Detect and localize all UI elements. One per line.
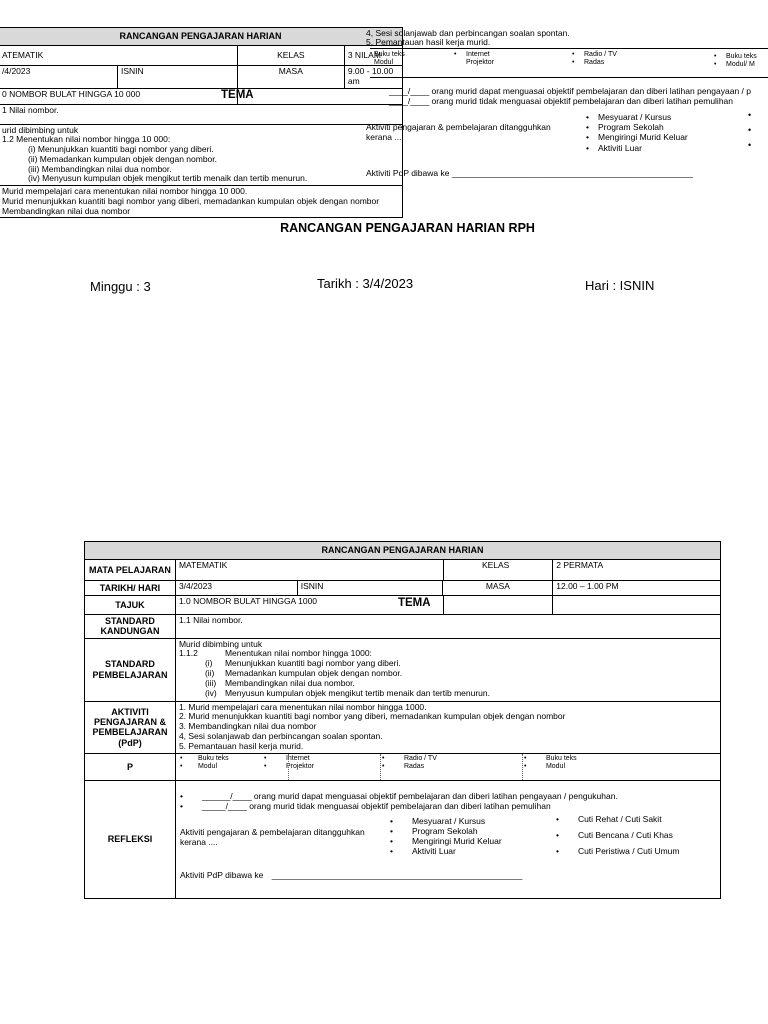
sp-item-num: (iv) — [204, 687, 217, 698]
aktiviti-line: 2. Murid menunjukkan kuantiti bagi nombor yang diberi, memadankan kumpulan objek dengan nombor — [178, 711, 566, 722]
top-sp — [0, 124, 403, 186]
bbm-item: Buku teks — [545, 754, 577, 762]
main-rph-table — [84, 541, 721, 899]
masa-label: MASA — [443, 581, 553, 596]
top-masa-value: 9.00 - 10.00 am — [344, 66, 402, 89]
bbm-item: Modul — [545, 763, 566, 771]
tema-label: TEMA — [397, 597, 431, 609]
top-day: ISNIN — [118, 66, 238, 89]
reason-item: Aktiviti Luar — [411, 846, 456, 857]
aktiviti-line: 5. Pemantauan hasil kerja murid. — [178, 740, 304, 751]
top-aktiviti-line: Murid mempelajari cara menentukan nilai nombor hingga 10 000. — [2, 186, 248, 197]
dibawa-line: _____________________________________________________ — [271, 869, 523, 880]
main-table-header: RANCANGAN PENGAJARAN HARIAN — [85, 542, 721, 560]
top-subject: ATEMATIK — [0, 46, 237, 66]
top-tema: TEMA — [221, 88, 254, 101]
top-bbm-item: Modul — [374, 59, 394, 67]
tema-value — [553, 596, 721, 615]
top-bbm-item: Projektor — [466, 59, 495, 67]
top-sp-line: (ii) Memadankan kumpulan objek dengan nombor. — [28, 153, 218, 164]
sp-item: Menunjukkan kuantiti bagi nombor yang diberi. — [224, 658, 401, 669]
sp-head-num: 1.1.2 — [178, 648, 198, 659]
page-title: RANCANGAN PENGAJARAN HARIAN RPH — [280, 221, 535, 235]
cuti-item: Cuti Bencana / Cuti Khas — [577, 829, 673, 840]
kandungan-value: 1.1 Nilai nombor. — [175, 615, 720, 639]
subject-value: MATEMATIK — [178, 560, 228, 570]
sp-item: Memadankan kumpulan objek dengan nombor. — [224, 667, 403, 678]
bbm-item: Internet — [285, 754, 310, 762]
top-tema-value — [237, 88, 402, 104]
sp-item: Membandingkan nilai dua nombor. — [224, 677, 355, 688]
top-date: /4/2023 — [0, 66, 118, 89]
top-bbm-item: Radio / TV — [584, 51, 617, 58]
top-aktiviti — [0, 186, 403, 218]
dibawa-label: Aktiviti PdP dibawa ke — [179, 869, 264, 880]
reason-item: Program Sekolah — [411, 825, 478, 836]
top-cuti-bullets: • • • — [748, 110, 752, 150]
aktiviti-line: 3. Membandingkan nilai dua nombor — [178, 721, 317, 732]
label-p: P — [85, 753, 176, 780]
cuti-item: Cuti Rehat / Cuti Sakit — [577, 813, 662, 824]
top-tangguh: Aktiviti pengajaran & pembelajaran ditangguhkan kerana .... — [366, 122, 551, 143]
top-tajuk — [0, 88, 254, 104]
top-reasons: • Mesyuarat / Kursus • Program Sekolah • Mengiringi Murid Keluar • Aktiviti Luar — [586, 112, 688, 153]
tarikh-label: Tarikh : 3/4/2023 — [317, 276, 414, 291]
bbm-item: Radas — [403, 763, 425, 771]
bbm-item: Projektor — [285, 763, 314, 771]
subject-cell — [175, 560, 552, 581]
top-bbm-item: Radas — [584, 59, 605, 67]
kelas-value: 2 PERMATA — [553, 560, 721, 581]
top-sp-line: 1.2 Menentukan nilai nombor hingga 10 000: — [2, 134, 171, 145]
sp-item: Menyusun kumpulan objek mengikut tertib menaik dan tertib menurun. — [224, 687, 490, 698]
top-sp-line: (iv) Menyusun kumpulan objek mengikut tertib menaik dan tertib menurun. — [28, 173, 308, 184]
label-tarikh-hari: TARIKH/ HARI — [85, 581, 176, 596]
sp-item-num: (ii) — [204, 667, 215, 678]
day-value: ISNIN — [297, 581, 443, 596]
top-kandungan: 1 Nilai nombor. — [0, 104, 403, 124]
top-reason: Mengiringi Murid Keluar — [598, 132, 688, 143]
minggu-label: Minggu : 3 — [90, 279, 151, 294]
sp-intro: Murid dibimbing untuk — [178, 638, 263, 649]
top-rph-table — [0, 27, 403, 218]
label-aktiviti: AKTIVITI PENGAJARAN & PEMBELAJARAN (PdP) — [85, 701, 176, 753]
top-refleksi-2: ____/____ orang murid tidak menguasai objektif pembelajaran dan diberi latihan pemulihan — [389, 96, 734, 107]
top-bbm-item: Buku teks — [726, 53, 757, 60]
masa-value: 12.00 – 1.00 PM — [553, 581, 721, 596]
top-kelas-value: 3 NILAM — [344, 46, 402, 66]
reason-item: Mengiringi Murid Keluar — [411, 836, 502, 847]
reasons-list: • Mesyuarat / Kursus • Program Sekolah • Mengiringi Murid Keluar • Aktiviti Luar — [389, 815, 502, 857]
top-reason: Mesyuarat / Kursus — [598, 112, 672, 122]
top-reason: Aktiviti Luar — [598, 142, 642, 153]
bbm-item: Buku teks — [197, 754, 229, 762]
dibawa-row — [180, 871, 522, 881]
top-bbm-item: Buku teks — [374, 51, 405, 58]
bbm-item: Radio / TV — [403, 754, 437, 762]
tangguh-text: Aktiviti pengajaran & pembelajaran ditangguhkan kerana .... — [179, 826, 365, 847]
hari-label: Hari : ISNIN — [585, 278, 655, 293]
top-aktiviti-line: Murid menunjukkan kuantiti bagi nombor yang diberi, memadankan kumpulan objek dengan nombor — [2, 195, 380, 206]
label-standard-pembelajaran: STANDARD PEMBELAJARAN — [85, 638, 176, 701]
top-tajuk-text: 0 NOMBOR BULAT HINGGA 10 000 — [2, 88, 141, 99]
top-sp-line: urid dibimbing untuk — [2, 124, 79, 135]
top-kelas-label: KELAS — [237, 46, 344, 66]
tajuk-cell — [175, 596, 552, 615]
sp-head: Menentukan nilai nombor hingga 1000: — [224, 648, 372, 659]
cuti-item: Cuti Peristiwa / Cuti Umum — [577, 845, 680, 856]
aktiviti-line: 4, Sesi solanjawab dan perbincangan soalan spontan. — [178, 730, 383, 741]
top-right-aktiviti — [366, 29, 570, 48]
date-value: 3/4/2023 — [175, 581, 297, 596]
sp-cell — [175, 638, 720, 701]
label-tajuk: TAJUK — [85, 596, 176, 615]
top-refleksi — [389, 86, 751, 106]
sp-item-num: (i) — [204, 658, 213, 669]
refleksi-2: _____/____ orang murid tidak menguasai objektif pembelajaran dan diberi latihan pemulihan — [201, 800, 551, 811]
label-mata-pelajaran: MATA PELAJARAN — [85, 560, 176, 581]
refleksi-1: ______/____ orang murid dapat menguasai objektif pembelajaran dan diberi latihan pengayaan / pengukuhan. — [201, 790, 618, 801]
top-right-bbm-row: Buku teks Modul • Internet Projektor • Radio / TV • Radas • Buku teks • Modul/ M — [370, 48, 768, 78]
cuti-list: • Cuti Rehat / Cuti Sakit • Cuti Bencana / Cuti Khas • Cuti Peristiwa / Cuti Umum — [555, 813, 680, 856]
top-refleksi-1: ____/____ orang murid dapat menguasai objektif pembelajaran dan diberi latihan pengayaan / p — [389, 86, 751, 96]
bbm-cell: • Buku teks • Modul • Internet • Projektor • Radio / TV • Radas • Buku teks • Modul — [175, 753, 720, 780]
label-standard-kandungan: STANDARD KANDUNGAN — [85, 615, 176, 639]
kelas-label: KELAS — [481, 560, 510, 570]
label-refleksi: REFLEKSI — [85, 780, 176, 898]
refleksi-cell: • ______/____ orang murid dapat menguasai objektif pembelajaran dan diberi latihan pengayaan / pengukuhan. • _____/____ orang murid tidak menguasai objektif pembelajaran dan diberi latihan pemulihan Aktiviti pengajaran & pembelajaran ditangguhkan kerana .... • Mesyuarat / Kursus • Program Sekolah • Mengiringi Murid Keluar • Aktiviti Luar • Cuti Rehat / Cuti Sakit • Cuti Bencana / Cuti Khas • Cuti Peristiwa / Cuti Umum Aktiviti PdP dibawa ke _____________________________________________________ — [175, 780, 720, 898]
reason-item: Mesyuarat / Kursus — [411, 815, 486, 826]
tajuk-value: 1.0 NOMBOR BULAT HINGGA 1000 — [178, 596, 318, 606]
top-bbm-item: Modul/ M — [726, 61, 755, 69]
top-right-aktiviti-line: 5. Pemantauan hasil kerja murid. — [366, 37, 491, 48]
top-sp-line: (iii) Membandingkan nilai dua nombor. — [28, 163, 172, 174]
aktiviti-cell — [175, 701, 720, 753]
sp-item-num: (iii) — [204, 677, 217, 688]
aktiviti-line: 1. Murid mempelajari cara menentukan nilai nombor hingga 1000. — [178, 701, 427, 712]
top-aktiviti-line: Membandingkan nilai dua nombor — [2, 205, 131, 216]
top-table-header: RANCANGAN PENGAJARAN HARIAN — [0, 28, 403, 46]
top-right-aktiviti-line: 4, Sesi solanjawab dan perbincangan soalan spontan. — [366, 28, 570, 38]
top-dibawa: Aktiviti PdP dibawa ke ___________________________________________________ — [366, 168, 693, 178]
bbm-item: Modul — [197, 763, 218, 771]
top-masa-label: MASA — [237, 66, 344, 89]
top-bbm-item: Internet — [466, 51, 490, 58]
top-reason: Program Sekolah — [598, 122, 664, 133]
top-sp-line: (i) Menunjukkan kuantiti bagi nombor yang diberi. — [28, 144, 214, 155]
